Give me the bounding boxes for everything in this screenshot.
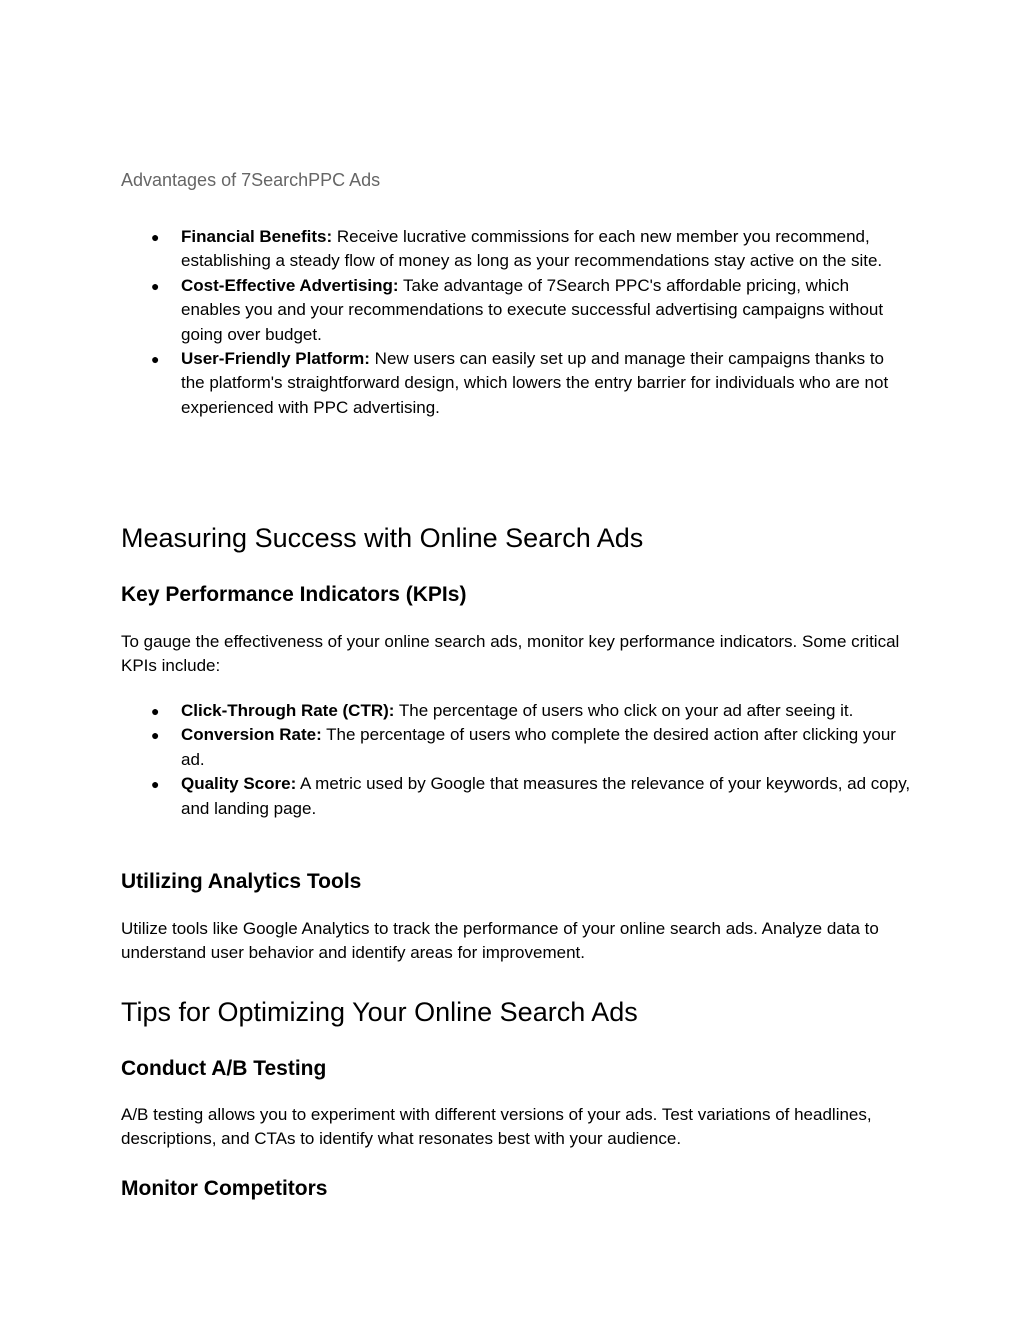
list-item-term: User-Friendly Platform: — [181, 349, 370, 369]
measuring-heading: Measuring Success with Online Search Ads — [121, 523, 644, 553]
list-item — [121, 347, 911, 420]
list-item-term: Cost-Effective Advertising: — [181, 275, 399, 295]
bullet-icon: ● — [151, 351, 160, 368]
kpi-intro-paragraph: To gauge the effectiveness of your online search ads, monitor key performance indicators. Some critical KPIs include: — [121, 632, 900, 676]
list-item-term: Click-Through Rate (CTR): — [181, 701, 395, 720]
ab-testing-paragraph: A/B testing allows you to experiment with different versions of your ads. Test variations of headlines, descriptions, and CTAs to identify what resonates best with your audience. — [121, 1105, 872, 1149]
list-item-term: Conversion Rate: — [181, 725, 322, 745]
tips-heading: Tips for Optimizing Your Online Search Ads — [121, 997, 638, 1027]
list-item — [121, 699, 911, 723]
list-item-text: Receive lucrative commissions for each new member you recommend, establishing a steady flow of money as long as your recommendations stay active on the site. — [181, 227, 883, 271]
list-item — [121, 225, 911, 274]
list-item-term: Financial Benefits: — [181, 227, 333, 246]
kpi-list — [121, 699, 911, 821]
section-subtitle: Advantages of 7SearchPPC Ads — [121, 170, 381, 190]
list-item-text: New users can easily set up and manage their campaigns thanks to the platform's straightforward design, which lowers the entry barrier for individuals who are not experienced with PPC advertising. — [181, 349, 889, 417]
ab-testing-heading: Conduct A/B Testing — [121, 1057, 327, 1080]
competitors-heading: Monitor Competitors — [121, 1177, 328, 1200]
list-item-text: The percentage of users who click on your ad after seeing it. — [394, 701, 854, 720]
list-item-text: A metric used by Google that measures the relevance of your keywords, ad copy, and landing page. — [181, 774, 911, 818]
analytics-heading: Utilizing Analytics Tools — [121, 870, 362, 893]
list-item-text: The percentage of users who complete the desired action after clicking your ad. — [181, 725, 896, 769]
bullet-icon: ● — [151, 229, 160, 245]
list-item — [121, 723, 911, 772]
bullet-icon: ● — [151, 776, 160, 793]
bullet-icon: ● — [151, 277, 160, 294]
list-item — [121, 274, 911, 347]
kpi-heading: Key Performance Indicators (KPIs) — [121, 583, 467, 606]
list-item — [121, 772, 911, 821]
list-item-term: Quality Score: — [181, 774, 297, 794]
bullet-icon: ● — [151, 703, 160, 719]
advantages-list — [121, 225, 911, 420]
bullet-icon: ● — [151, 727, 160, 744]
analytics-paragraph: Utilize tools like Google Analytics to track the performance of your online search ads. Analyze data to understand user behavior and identify areas for improvement. — [121, 919, 879, 963]
list-item-text: Take advantage of 7Search PPC's affordable pricing, which enables you and your recommendations to execute successful advertising campaigns without going over budget. — [181, 275, 884, 344]
